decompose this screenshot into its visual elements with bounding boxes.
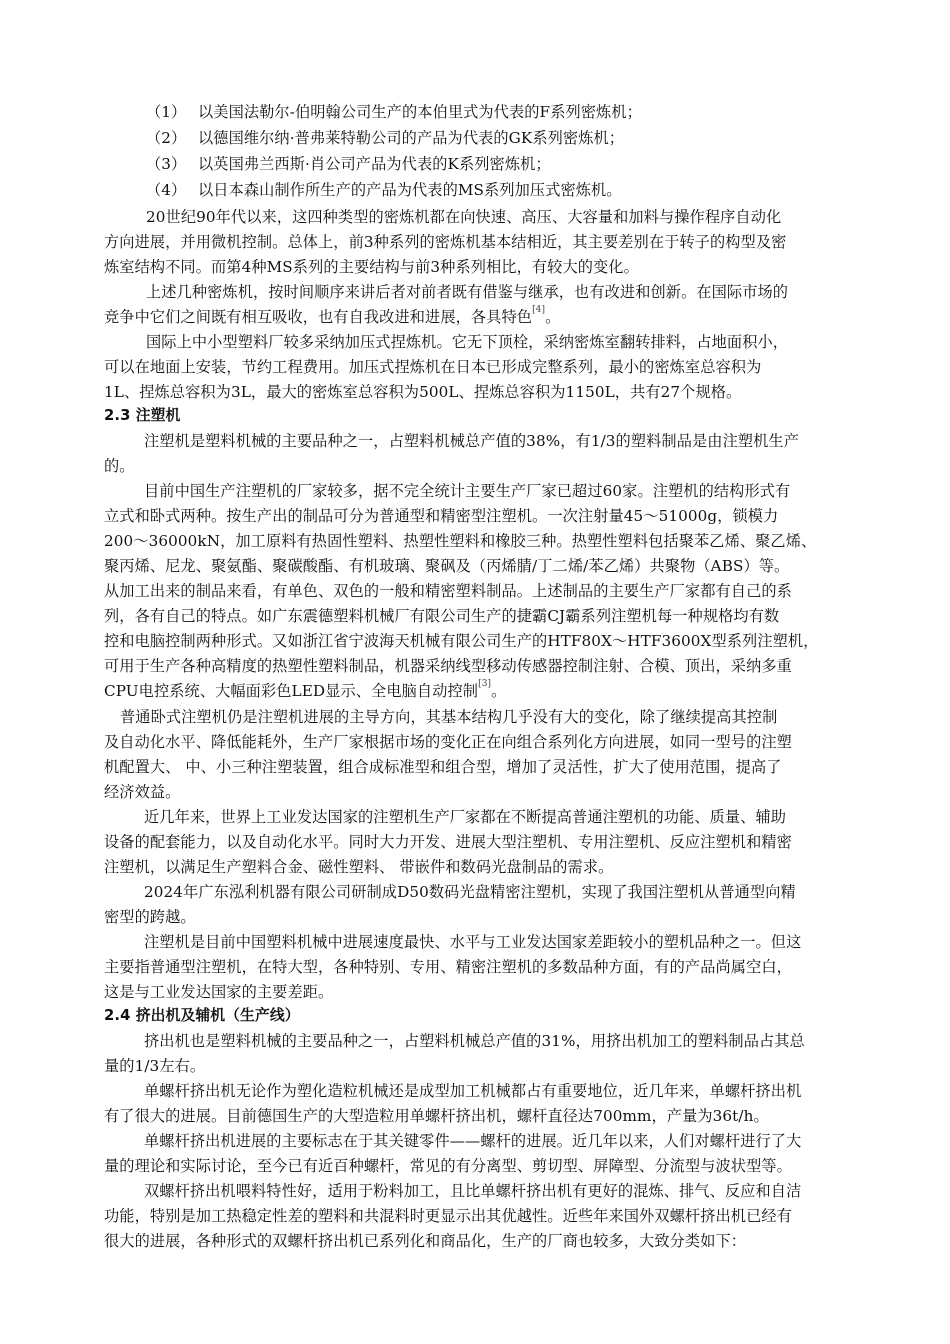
paragraph-line: 普通卧式注塑机仍是注塑机进展的主导方向，其基本结构几乎没有大的变化，除了继续提高其控制 <box>120 708 778 726</box>
section-heading: 2.3 注塑机 <box>104 407 181 424</box>
paragraph-line: 双螺杆挤出机喂料特性好，适用于粉料加工，且比单螺杆挤出机有更好的混炼、排气、反应和自洁 <box>144 1182 802 1200</box>
paragraph-line: 目前中国生产注塑机的厂家较多，据不完全统计主要生产厂家已超过60家。注塑机的结构形式有 <box>144 482 791 500</box>
paragraph-line: 设备的配套能力，以及自动化水平。同时大力开发、进展大型注塑机、专用注塑机、反应注塑机和精密 <box>104 833 792 851</box>
paragraph-line: 从加工出来的制品来看，有单色、双色的一般和精密塑料制品。上述制品的主要生产厂家都有自己的系 <box>104 582 792 600</box>
paragraph-line: 注塑机是塑料机械的主要品种之一，占塑料机械总产值的38%，有1/3的塑料制品是由注塑机生产 <box>144 432 800 450</box>
paragraph-line: 挤出机也是塑料机械的主要品种之一，占塑料机械总产值的31%，用挤出机加工的塑料制品占其总 <box>144 1032 805 1050</box>
paragraph-line: 2024年广东泓利机器有限公司研制成D50数码光盘精密注塑机，实现了我国注塑机从普通型向精 <box>144 883 796 901</box>
paragraph-line: 列，各有自己的特点。如广东震德塑料机械厂有限公司生产的捷霸CJ霸系列注塑机每一种规格均有数 <box>104 607 780 625</box>
paragraph-line: 密型的跨越。 <box>104 908 196 926</box>
paragraph-line: 的。 <box>104 457 135 475</box>
paragraph-line: 很大的进展，各种形式的双螺杆挤出机已系列化和商品化，生产的厂商也较多，大致分类如下： <box>104 1232 747 1250</box>
paragraph-line: 注塑机，以满足生产塑料合金、磁性塑料、 带嵌件和数码光盘制品的需求。 <box>104 858 614 876</box>
section-heading: 2.4 挤出机及辅机（生产线） <box>104 1007 300 1024</box>
paragraph-line: 炼室结构不同。而第4种MS系列的主要结构与前3种系列相比，有较大的变化。 <box>104 258 639 276</box>
paragraph-line: 主要指普通型注塑机，在特大型，各种特别、专用、精密注塑机的多数品种方面，有的产品尚属空白， <box>104 958 792 976</box>
paragraph-line: 量的理论和实际讨论，至今已有近百种螺杆，常见的有分离型、剪切型、屏障型、分流型与波状型等。 <box>104 1157 792 1175</box>
paragraph-line: 经济效益。 <box>104 783 181 801</box>
paragraph-line: 上述几种密炼机，按时间顺序来讲后者对前者既有借鉴与继承，也有改进和创新。在国际市场的 <box>146 283 789 301</box>
paragraph-line: 近几年来，世界上工业发达国家的注塑机生产厂家都在不断提高普通注塑机的功能、质量、辅助 <box>144 808 787 826</box>
list-number: （2） <box>146 129 187 147</box>
paragraph-line: 可用于生产各种高精度的热塑性塑料制品，机器采纳线型移动传感器控制注射、合模、顶出，采纳多重 <box>104 657 792 675</box>
paragraph-line: 国际上中小型塑料厂较多采纳加压式捏炼机。它无下顶栓，采纳密炼室翻转排料，占地面积小， <box>146 333 789 351</box>
paragraph-line: 功能，特别是加工热稳定性差的塑料和共混料时更显示出其优越性。近些年来国外双螺杆挤出机已经有 <box>104 1207 792 1225</box>
paragraph-line: 单螺杆挤出机无论作为塑化造粒机械还是成型加工机械都占有重要地位，近几年来，单螺杆挤出机 <box>144 1082 802 1100</box>
paragraph-line: 可以在地面上安装，节约工程费用。加压式捏炼机在日本已形成完整系列，最小的密炼室总容积为 <box>104 358 762 376</box>
paragraph-line: 20世纪90年代以来，这四种类型的密炼机都在向快速、高压、大容量和加料与操作程序自动化 <box>146 208 782 226</box>
list-item-1 <box>146 100 906 124</box>
list-text: 以英国弗兰西斯·肖公司产品为代表的K系列密炼机； <box>198 155 551 173</box>
paragraph-line <box>104 305 864 329</box>
paragraph-line: 量的1/3左右。 <box>104 1057 206 1075</box>
paragraph-line: 及自动化水平、降低能耗外，生产厂家根据市场的变化正在向组合系列化方向进展，如同一型号的注塑 <box>104 733 792 751</box>
paragraph-text: 竞争中它们之间既有相互吸收，也有自我改进和进展，各具特色 <box>104 308 533 326</box>
paragraph-line: 机配置大、 中、小三种注塑装置，组合成标准型和组合型，增加了灵活性，扩大了使用范围，提高了 <box>104 758 782 776</box>
paragraph-line: 1L、捏炼总容积为3L，最大的密炼室总容积为500L、捏炼总容积为1150L，共有27个规格。 <box>104 383 742 401</box>
paragraph-line: 这是与工业发达国家的主要差距。 <box>104 983 334 1001</box>
paragraph-line: 200～36000kN，加工原料有热固性塑料、热塑性塑料和橡胶三种。热塑性塑料包括聚苯乙烯、聚乙烯、 <box>104 532 817 550</box>
list-text: 以美国法勒尔-伯明翰公司生产的本伯里式为代表的F系列密炼机； <box>198 103 642 121</box>
paragraph-line: 立式和卧式两种。按生产出的制品可分为普通型和精密型注塑机。一次注射量45～51000g，锁模力 <box>104 507 779 525</box>
paragraph-line <box>104 679 864 703</box>
paragraph-line: 聚丙烯、尼龙、聚氨酯、聚碳酸酯、有机玻璃、聚砜及（丙烯腈/丁二烯/苯乙烯）共聚物（ABS）等。 <box>104 557 790 575</box>
list-number: （3） <box>146 155 187 173</box>
list-number: （1） <box>146 103 187 121</box>
list-text: 以日本森山制作所生产的产品为代表的MS系列加压式密炼机。 <box>198 181 622 199</box>
list-item-4 <box>146 178 906 202</box>
list-text: 以德国维尔纳·普弗莱特勒公司的产品为代表的GK系列密炼机； <box>198 129 625 147</box>
list-number: （4） <box>146 181 187 199</box>
paragraph-line: 有了很大的进展。目前德国生产的大型造粒用单螺杆挤出机，螺杆直径达700mm，产量为36t/h。 <box>104 1107 769 1125</box>
paragraph-text: CPU电控系统、大幅面彩色LED显示、全电脑自动控制 <box>104 682 479 700</box>
paragraph-line: 方向进展，并用微机控制。总体上，前3种系列的密炼机基本结相近，其主要差别在于转子的构型及密 <box>104 233 787 251</box>
paragraph-line: 注塑机是目前中国塑料机械中进展速度最快、水平与工业发达国家差距较小的塑机品种之一。但这 <box>144 933 802 951</box>
paragraph-text: 。 <box>545 308 561 326</box>
list-item-3 <box>146 152 906 176</box>
citation-ref: [3] <box>478 679 492 689</box>
paragraph-text: 。 <box>491 682 507 700</box>
citation-ref: [4] <box>532 305 546 315</box>
list-item-2 <box>146 126 906 150</box>
paragraph-line: 控和电脑控制两种形式。又如浙江省宁波海天机械有限公司生产的HTF80X～HTF3600X型系列注塑机， <box>104 632 819 650</box>
paragraph-line: 单螺杆挤出机进展的主要标志在于其关键零件——螺杆的进展。近几年以来，人们对螺杆进行了大 <box>144 1132 802 1150</box>
